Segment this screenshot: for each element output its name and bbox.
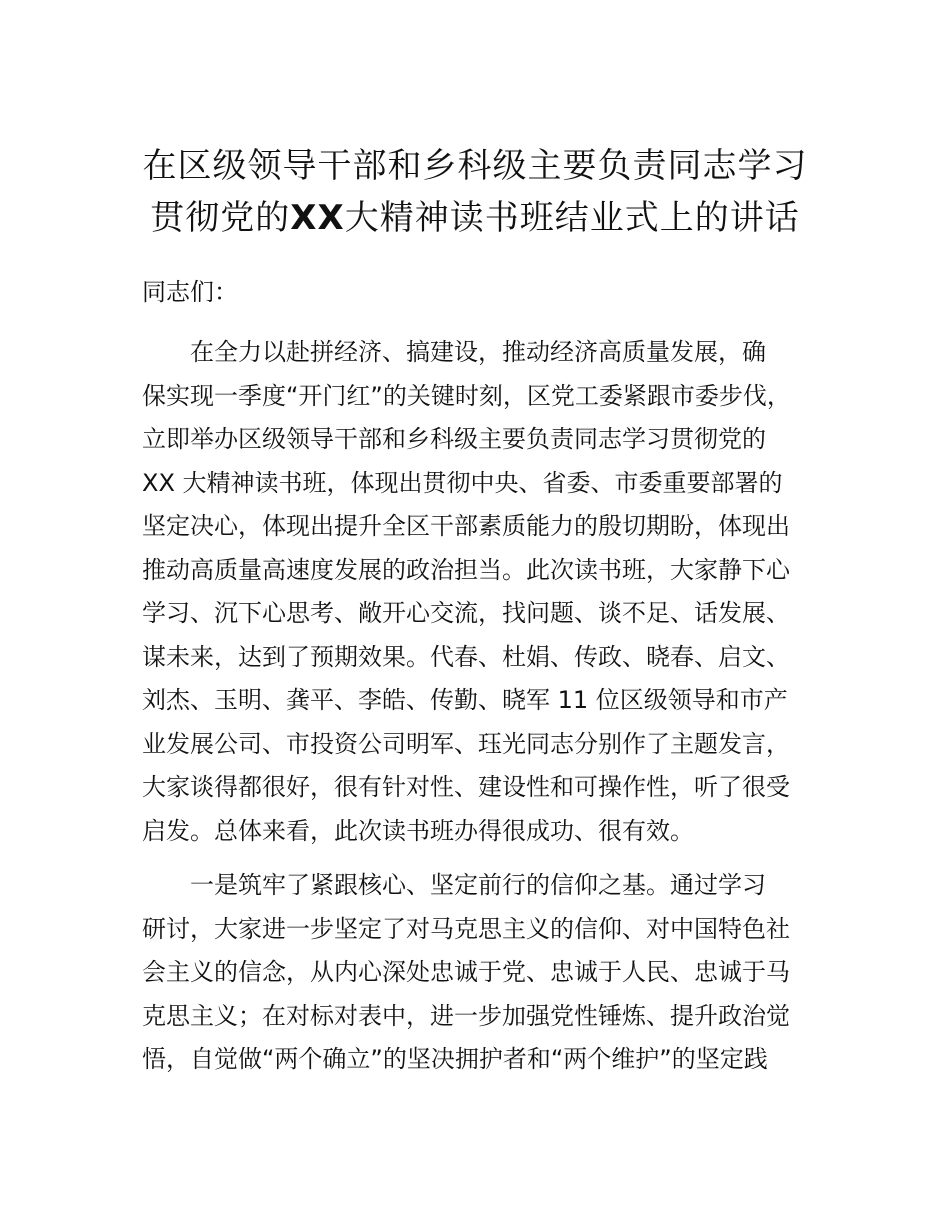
paragraph-2 — [142, 864, 822, 1082]
paragraph-line: 立即举办区级领导干部和乡科级主要负责同志学习贯彻党的 — [142, 425, 766, 453]
paragraph-line: 会主义的信念，从内心深处忠诚于党、忠诚于人民、忠诚于马 — [142, 958, 790, 986]
paragraph-line: 在全力以赴拼经济、搞建设，推动经济高质量发展，确 — [190, 338, 766, 366]
paragraph-line: 保实现一季度“开门红”的关键时刻，区党工委紧跟市委步伐， — [142, 381, 791, 410]
paragraph-line: XX 大精神读书班，体现出贯彻中央、省委、市委重要部署的 — [142, 468, 783, 497]
paragraph-line: 业发展公司、市投资公司明军、珏光同志分别作了主题发言， — [142, 729, 790, 758]
paragraph-line: 谋未来，达到了预期效果。代春、杜娟、传政、晓春、启文、 — [142, 642, 790, 671]
document-title — [110, 140, 840, 244]
paragraph-line: 刘杰、玉明、龚平、李皓、传勤、晓军 11 位区级领导和市产 — [142, 686, 788, 714]
paragraph-line: 启发。总体来看，此次读书班办得很成功、很有效。 — [142, 816, 694, 845]
paragraph-line: 研讨，大家进一步坚定了对马克思主义的信仰、对中国特色社 — [142, 914, 790, 943]
paragraph-line: 悟，自觉做“两个确立”的坚决拥护者和“两个维护”的坚定践 — [142, 1045, 768, 1073]
paragraph-line: 克思主义；在对标对表中，进一步加强党性锤炼、提升政治觉 — [142, 1001, 790, 1030]
title-line-2-xx: XX — [290, 198, 345, 238]
salutation: 同志们： — [142, 278, 238, 306]
paragraph-line: 学习、沉下心思考、敞开心交流，找问题、谈不足、话发展、 — [142, 599, 790, 627]
title-line-2-part-b: 大精神读书班结业式上的讲话 — [344, 198, 800, 238]
paragraph-line: 推动高质量高速度发展的政治担当。此次读书班，大家静下心 — [142, 555, 790, 584]
title-line-1: 在区级领导干部和乡科级主要负责同志学习 — [142, 146, 808, 186]
paragraph-line: 坚定决心，体现出提升全区干部素质能力的殷切期盼，体现出 — [142, 512, 790, 540]
title-line-2-part-a: 贯彻党的 — [150, 198, 291, 238]
paragraph-line: 大家谈得都很好，很有针对性、建设性和可操作性，听了很受 — [142, 773, 790, 801]
paragraph-1 — [142, 331, 822, 853]
title-line-2 — [110, 192, 840, 244]
paragraph-line: 一是筑牢了紧跟核心、坚定前行的信仰之基。通过学习 — [190, 871, 766, 899]
